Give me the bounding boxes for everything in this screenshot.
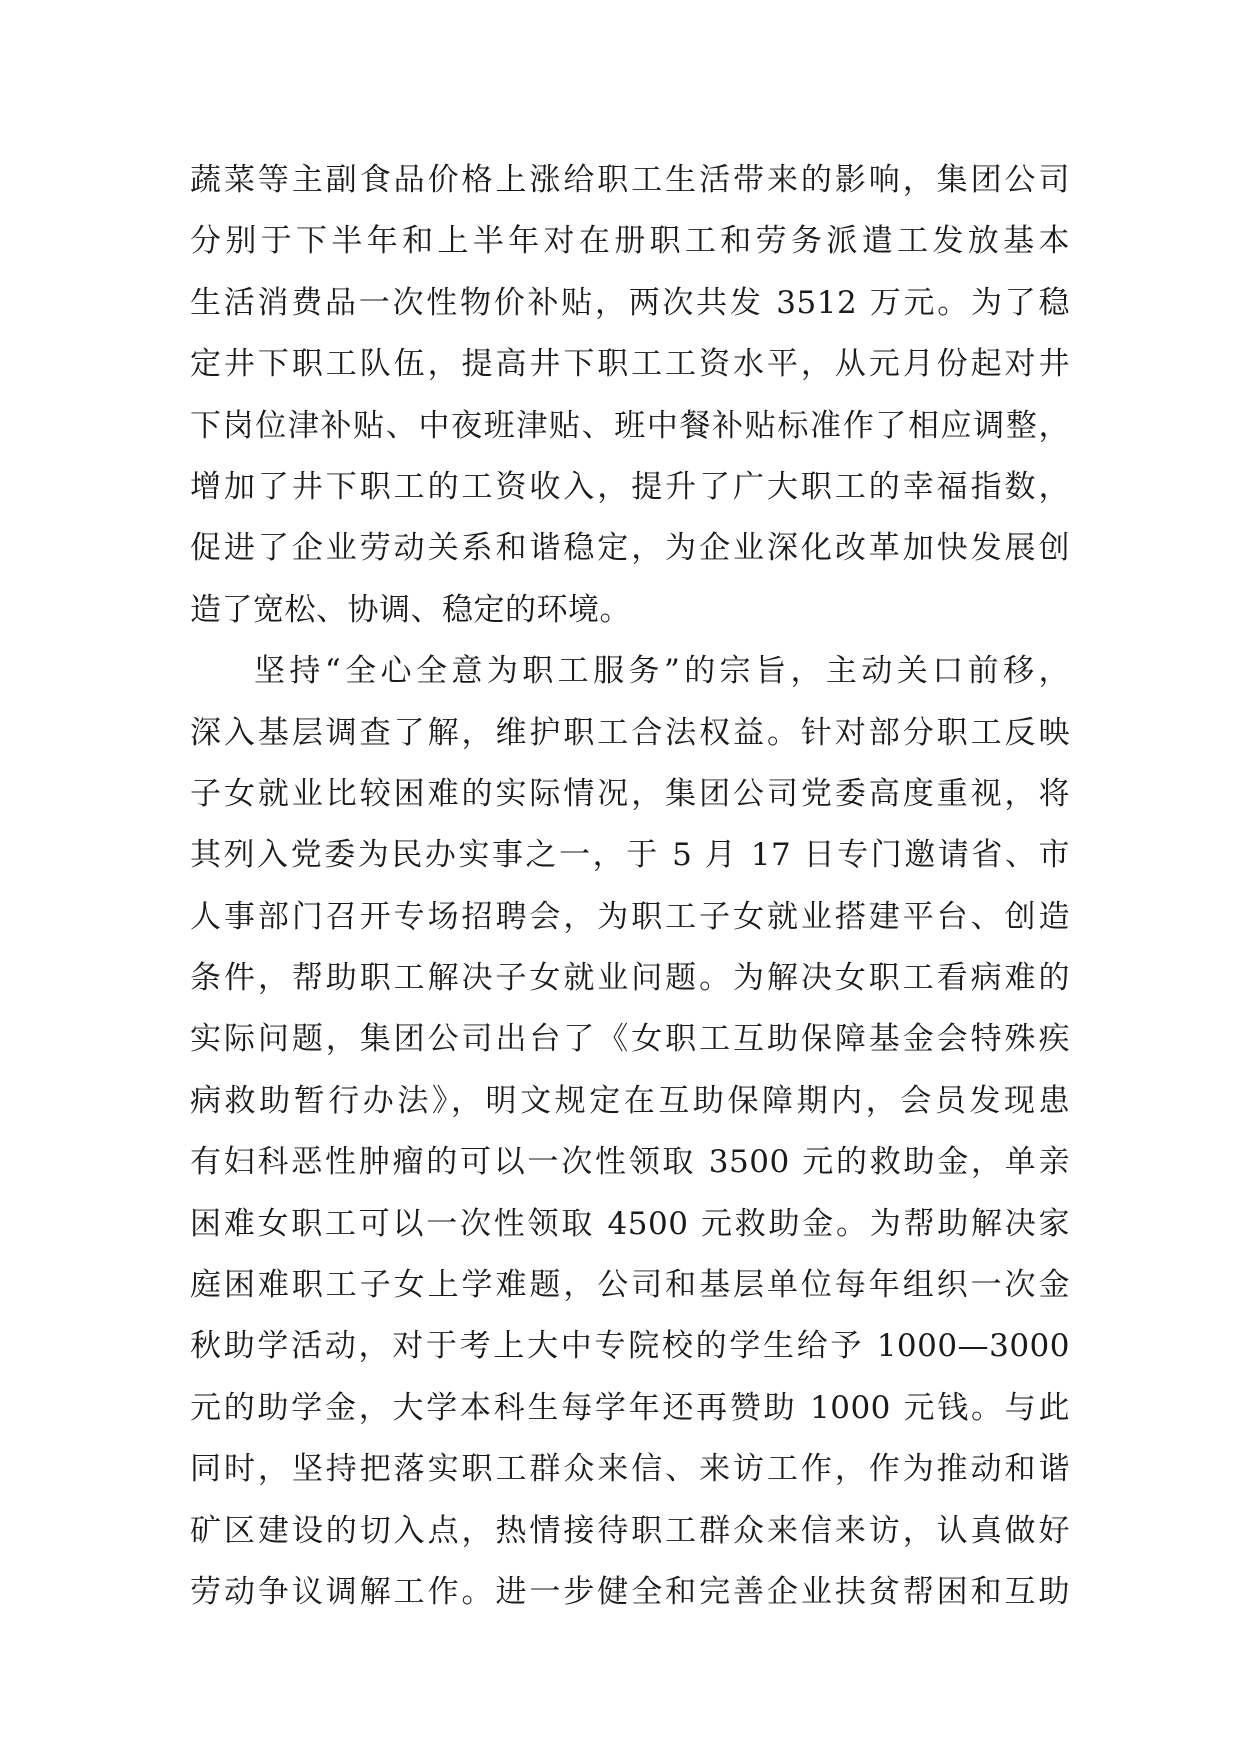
text-line: 定井下职工队伍，提高井下职工工资水平，从元月份起对井 [190, 346, 1070, 383]
text-line: 元的助学金，大学本科生每学年还再赞助 1000 元钱。与此 [190, 1389, 1070, 1426]
text-line: 促进了企业劳动关系和谐稳定，为企业深化改革加快发展创 [190, 530, 1070, 567]
text-line: 劳动争议调解工作。进一步健全和完善企业扶贫帮困和互助 [190, 1573, 1070, 1610]
text-line: 深入基层调查了解，维护职工合法权益。针对部分职工反映 [190, 714, 1070, 751]
text-line: 人事部门召开专场招聘会，为职工子女就业搭建平台、创造 [190, 898, 1070, 935]
text-line: 蔬菜等主副食品价格上涨给职工生活带来的影响，集团公司 [190, 162, 1070, 198]
text-line: 分别于下半年和上半年对在册职工和劳务派遣工发放基本 [190, 223, 1070, 260]
text-line: 增加了井下职工的工资收入，提升了广大职工的幸福指数， [190, 468, 1070, 505]
text-line: 庭困难职工子女上学难题，公司和基层单位每年组织一次金 [190, 1267, 1070, 1304]
document-body [190, 150, 1070, 1623]
paragraph-1 [190, 150, 1070, 641]
text-line: 病救助暂行办法》，明文规定在互助保障期内，会员发现患 [190, 1082, 1070, 1119]
text-line: 坚持“全心全意为职工服务”的宗旨，主动关口前移， [254, 653, 1070, 690]
text-line: 矿区建设的切入点，热情接待职工群众来信来访，认真做好 [190, 1512, 1070, 1549]
text-line: 其列入党委为民办实事之一，于 5 月 17 日专门邀请省、市 [190, 837, 1070, 874]
paragraph-2 [190, 641, 1070, 1623]
text-line: 造了宽松、协调、稳定的环境。 [190, 591, 631, 628]
text-line: 生活消费品一次性物价补贴，两次共发 3512 万元。为了稳 [190, 284, 1070, 321]
text-line: 子女就业比较困难的实际情况，集团公司党委高度重视，将 [190, 775, 1070, 812]
text-line: 条件，帮助职工解决子女就业问题。为解决女职工看病难的 [190, 960, 1070, 997]
text-line: 有妇科恶性肿瘤的可以一次性领取 3500 元的救助金，单亲 [190, 1144, 1070, 1181]
text-line: 实际问题，集团公司出台了《女职工互助保障基金会特殊疾 [190, 1021, 1070, 1058]
text-line: 秋助学活动，对于考上大中专院校的学生给予 1000—3000 [190, 1328, 1070, 1365]
text-line: 下岗位津补贴、中夜班津贴、班中餐补贴标准作了相应调整， [190, 407, 1070, 444]
text-line: 同时，坚持把落实职工群众来信、来访工作，作为推动和谐 [190, 1451, 1070, 1488]
text-line: 困难女职工可以一次性领取 4500 元救助金。为帮助解决家 [190, 1205, 1070, 1242]
